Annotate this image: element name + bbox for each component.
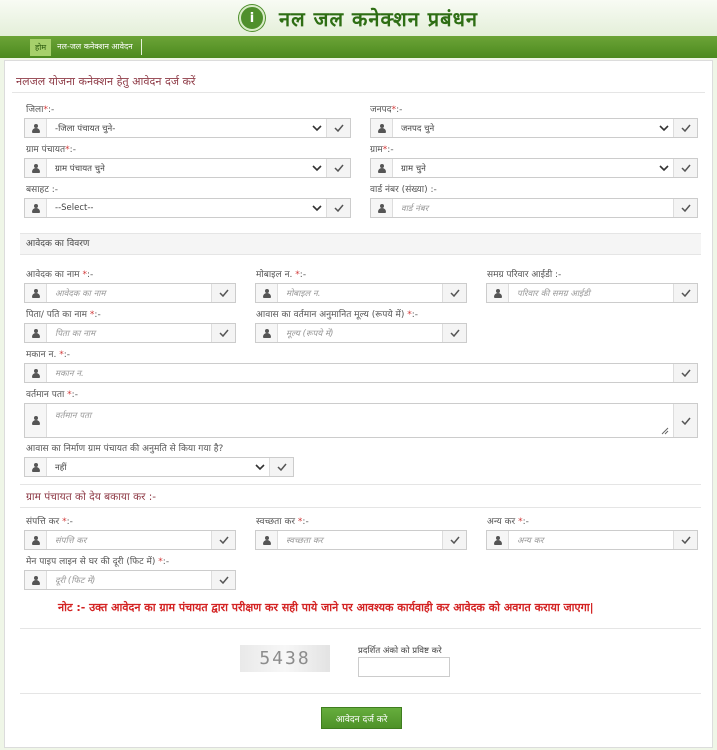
mobile-label: मोबाइल न. *:- [256, 270, 307, 280]
check-icon [211, 531, 235, 549]
divider [20, 628, 701, 629]
gram-panchayat-label: ग्राम पंचायत*:- [26, 145, 76, 155]
user-icon [25, 364, 47, 382]
samagra-id-input[interactable]: परिवार की समग्र आईडी [486, 283, 698, 303]
permission-label: आवास का निर्माण ग्राम पंचायत की अनुमति से किया गया है? [26, 444, 224, 454]
house-no-input[interactable]: मकान न. [24, 363, 698, 383]
basahat-label: बसाहट :- [26, 185, 59, 195]
check-icon [673, 119, 697, 137]
user-icon [371, 119, 393, 137]
house-value-label: आवास का वर्तमान अनुमानित मूल्य (रूपये में) *:- [256, 310, 419, 320]
jal-logo-icon: i [239, 5, 265, 31]
gram-label: ग्राम*:- [370, 145, 394, 155]
check-icon [673, 159, 697, 177]
user-icon [25, 458, 47, 476]
mobile-input[interactable]: मोबाइल न. [255, 283, 467, 303]
check-icon [326, 199, 350, 217]
janpad-select[interactable]: जनपद चुने [370, 118, 698, 138]
site-title: नल जल कनेक्शन प्रबंधन [279, 6, 478, 31]
user-icon [371, 159, 393, 177]
cleanliness-tax-input[interactable]: स्वच्छता कर [255, 530, 467, 550]
check-icon [211, 284, 235, 302]
nav-home-link[interactable]: होम [30, 39, 51, 56]
user-icon [25, 324, 47, 342]
chevron-down-icon [251, 458, 269, 476]
check-icon [442, 531, 466, 549]
user-icon [25, 571, 47, 589]
captcha-image: 5438 [240, 645, 330, 672]
divider [20, 484, 701, 485]
address-label: वर्तमान पता *:- [26, 390, 78, 400]
user-icon [25, 199, 47, 217]
user-icon [256, 324, 278, 342]
district-label: जिला*:- [26, 105, 55, 115]
navbar [0, 36, 717, 58]
check-icon [673, 364, 697, 382]
nav-current-link[interactable]: नल-जल कनेक्शन आवेदन [57, 39, 142, 55]
resize-grip-icon[interactable] [661, 427, 669, 435]
chevron-down-icon [655, 159, 673, 177]
chevron-down-icon [655, 119, 673, 137]
note-text: नोट :- उक्त आवेदन का ग्राम पंचायत द्वारा परीक्षण कर सही पाये जाने पर आवश्यक कार्यवाही कर आवेदक को अवगत कराया जाएगा| [58, 601, 594, 614]
user-icon [25, 159, 47, 177]
applicant-section-title: आवेदक का विवरण [20, 233, 701, 255]
user-icon [256, 531, 278, 549]
check-icon [326, 159, 350, 177]
cleanliness-tax-label: स्वच्छता कर *:- [256, 517, 309, 527]
house-no-label: मकान न. *:- [26, 350, 70, 360]
user-icon [487, 284, 509, 302]
permission-select[interactable]: नहीं [24, 457, 294, 477]
janpad-label: जनपद*:- [370, 105, 403, 115]
applicant-name-label: आवेदक का नाम *:- [26, 270, 94, 280]
samagra-id-label: समग्र परिवार आईडी :- [487, 270, 562, 280]
user-icon [25, 284, 47, 302]
basahat-select[interactable]: --Select-- [24, 198, 351, 218]
father-name-input[interactable]: पिता का नाम [24, 323, 236, 343]
check-icon [211, 324, 235, 342]
other-tax-input[interactable]: अन्य कर [486, 530, 698, 550]
address-textarea[interactable]: वर्तमान पता [24, 403, 698, 438]
user-icon [25, 404, 47, 437]
captcha-input[interactable] [358, 657, 450, 677]
user-icon [487, 531, 509, 549]
father-name-label: पिता/ पति का नाम *:- [26, 310, 101, 320]
submit-button[interactable]: आवेदन दर्ज करे [321, 707, 402, 729]
ward-label: वार्ड नंबर (संख्या) :- [370, 185, 437, 195]
chevron-down-icon [308, 199, 326, 217]
check-icon [326, 119, 350, 137]
check-icon [673, 284, 697, 302]
check-icon [211, 571, 235, 589]
other-tax-label: अन्य कर *:- [487, 517, 529, 527]
gram-panchayat-select[interactable]: ग्राम पंचायत चुने [24, 158, 351, 178]
form-heading: नलजल योजना कनेक्शन हेतु आवेदन दर्ज करें [16, 75, 196, 88]
applicant-name-input[interactable]: आवेदक का नाम [24, 283, 236, 303]
divider [12, 92, 705, 93]
dues-heading: ग्राम पंचायत को देय बकाया कर :- [26, 491, 157, 503]
check-icon [673, 199, 697, 217]
user-icon [25, 119, 47, 137]
house-value-input[interactable]: मूल्य (रूपये में) [255, 323, 467, 343]
check-icon [673, 404, 697, 437]
user-icon [25, 531, 47, 549]
check-icon [673, 531, 697, 549]
check-icon [269, 458, 293, 476]
chevron-down-icon [308, 159, 326, 177]
ward-input[interactable]: वार्ड नंबर [370, 198, 698, 218]
captcha-label: प्रदर्शित अंको को प्रविष्ट करे [358, 646, 442, 656]
divider [20, 507, 701, 508]
check-icon [442, 324, 466, 342]
property-tax-label: संपत्ति कर *:- [26, 517, 73, 527]
user-icon [371, 199, 393, 217]
distance-input[interactable]: दूरी (फिट में) [24, 570, 236, 590]
district-select[interactable]: -जिला पंचायत चुने- [24, 118, 351, 138]
chevron-down-icon [308, 119, 326, 137]
divider [20, 693, 701, 694]
user-icon [256, 284, 278, 302]
distance-label: मेन पाइप लाइन से घर की दूरी (फिट में) *:- [26, 557, 170, 567]
site-header [0, 0, 717, 36]
property-tax-input[interactable]: संपत्ति कर [24, 530, 236, 550]
gram-select[interactable]: ग्राम चुने [370, 158, 698, 178]
check-icon [442, 284, 466, 302]
